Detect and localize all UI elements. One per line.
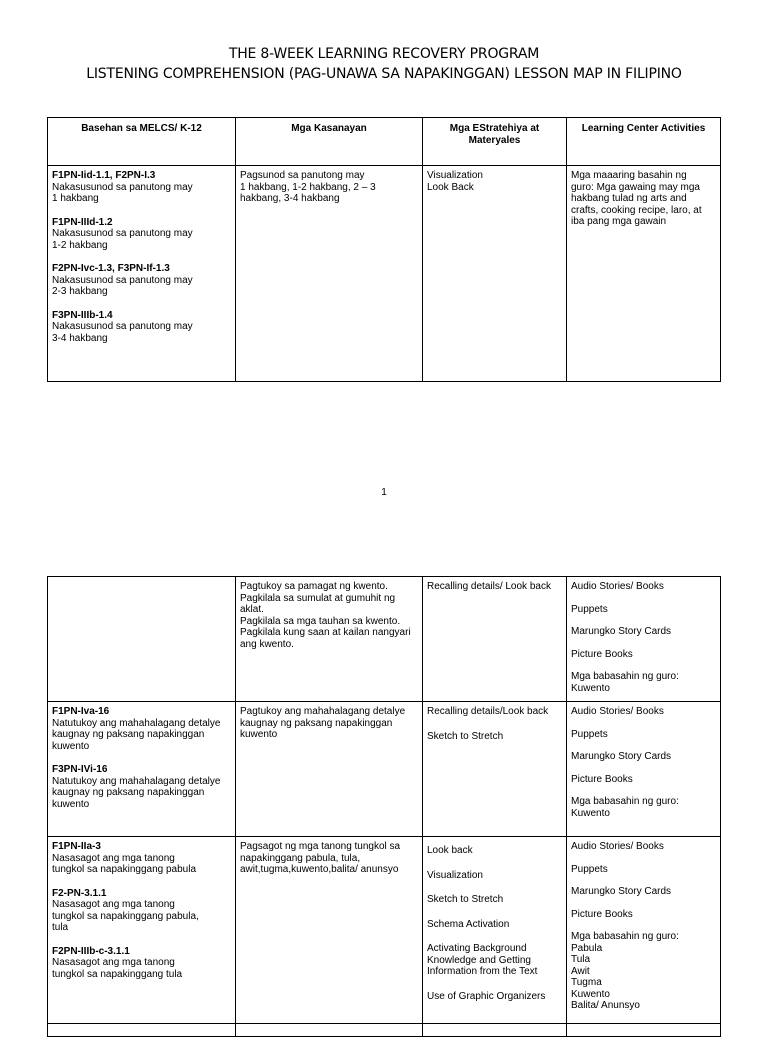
activity-item: Picture Books bbox=[571, 773, 633, 785]
activities-cell bbox=[567, 166, 721, 382]
melc-desc: Nasasagot ang mga tanong tungkol sa napakinggang pabula bbox=[52, 852, 197, 875]
activity-item: Audio Stories/ Books bbox=[571, 581, 664, 592]
strategy-item: Activating Background Knowledge and Getting Information from the Text bbox=[427, 943, 538, 977]
kasanayan-text: Pagtukoy sa pamagat ng kwento. Pagkilala sa sumulat at gumuhit ng aklat. Pagkilala sa mga tauhan sa kwento. Pagkilala kung saan at kailan nangyari ang kwento. bbox=[240, 581, 411, 650]
strategy-item: Sketch to Stretch bbox=[427, 894, 504, 905]
kasanayan-text: Pagtukoy ang mahahalagang detalye kaugnay ng paksang napakinggan kuwento bbox=[240, 706, 406, 740]
header-basehan: Basehan sa MELCS/ K-12 bbox=[48, 118, 236, 166]
melc-desc: Nakasusunod sa panutong may 1 hakbang bbox=[52, 181, 193, 204]
lesson-map-table-1 bbox=[47, 117, 721, 382]
activity-item: Mga babasahin ng guro: Kuwento bbox=[571, 671, 679, 694]
header-kasanayan: Mga Kasanayan bbox=[236, 118, 423, 166]
kasanayan-cell bbox=[236, 837, 423, 1037]
melc-entry bbox=[52, 946, 231, 981]
kasanayan-cell bbox=[236, 702, 423, 837]
table-row bbox=[48, 702, 721, 837]
activities-cell bbox=[567, 702, 721, 837]
melc-desc: Nakasusunod sa panutong may 2-3 hakbang bbox=[52, 274, 193, 297]
melc-code: F1PN-Iva-16 bbox=[52, 706, 110, 717]
header-activities: Learning Center Activities bbox=[567, 118, 721, 166]
melc-code: F2-PN-3.1.1 bbox=[52, 887, 107, 899]
activity-item: Picture Books bbox=[571, 648, 633, 660]
melc-code: F3PN-IVi-16 bbox=[52, 764, 108, 775]
kasanayan-cell bbox=[236, 577, 423, 702]
estratehiya-cell bbox=[423, 702, 567, 837]
strategy-item: Schema Activation bbox=[427, 918, 510, 930]
melc-code: F1PN-IIId-1.2 bbox=[52, 216, 113, 228]
melc-code: F2PN-Ivc-1.3, F3PN-If-1.3 bbox=[52, 263, 170, 274]
activities-cell bbox=[567, 577, 721, 702]
activity-item: Puppets bbox=[571, 603, 608, 615]
strategy-item: Recalling details/Look back bbox=[427, 706, 549, 717]
estratehiya-cell bbox=[423, 577, 567, 702]
melcs-cell bbox=[48, 702, 236, 837]
kasanayan-text: Pagsagot ng mga tanong tungkol sa napakinggang pabula, tula, awit,tugma,kuwento,balita/ anunsyo bbox=[240, 841, 401, 875]
table-row bbox=[48, 166, 721, 382]
estratehiya-text: Visualization Look Back bbox=[427, 170, 483, 193]
activity-item: Puppets bbox=[571, 863, 608, 875]
melc-desc: Nasasagot ang mga tanong tungkol sa napakinggang tula bbox=[52, 957, 183, 980]
table-row bbox=[48, 577, 721, 702]
melc-entry bbox=[52, 888, 231, 934]
melc-code: F1PN-IIa-3 bbox=[52, 841, 101, 852]
melc-code: F3PN-IIIb-1.4 bbox=[52, 309, 113, 321]
strategy-item: Sketch to Stretch bbox=[427, 730, 504, 742]
activity-item: Marungko Story Cards bbox=[571, 886, 672, 897]
activity-item: Mga babasahin ng guro: Kuwento bbox=[571, 796, 679, 819]
estratehiya-cell bbox=[423, 837, 567, 1037]
melc-desc: Nakasusunod sa panutong may 1-2 hakbang bbox=[52, 228, 193, 251]
activity-item: Puppets bbox=[571, 728, 608, 740]
header-estratehiya: Mga EStratehiya at Materyales bbox=[423, 118, 567, 166]
activity-item: Marungko Story Cards bbox=[571, 751, 672, 762]
estratehiya-cell bbox=[423, 166, 567, 382]
strategy-item: Use of Graphic Organizers bbox=[427, 990, 546, 1002]
melc-entry bbox=[52, 217, 231, 252]
melc-entry bbox=[52, 310, 231, 345]
melc-entry bbox=[52, 841, 231, 876]
strategy-item: Recalling details/ Look back bbox=[427, 581, 551, 592]
melc-entry bbox=[52, 706, 231, 752]
melc-code: F2PN-IIIb-c-3.1.1 bbox=[52, 945, 130, 957]
kasanayan-text: Pagsunod sa panutong may 1 hakbang, 1-2 hakbang, 2 – 3 hakbang, 3-4 hakbang bbox=[240, 170, 376, 204]
table-header-row bbox=[48, 118, 721, 166]
kasanayan-cell bbox=[236, 166, 423, 382]
melc-desc: Nasasagot ang mga tanong tungkol sa napakinggang pabula, tula bbox=[52, 899, 199, 933]
melc-desc: Nakasusunod sa panutong may 3-4 hakbang bbox=[52, 321, 193, 344]
strategy-item: Visualization bbox=[427, 869, 483, 881]
melc-entry bbox=[52, 170, 231, 205]
melcs-cell bbox=[48, 166, 236, 382]
lesson-map-table-2 bbox=[47, 576, 721, 1037]
activity-item: Picture Books bbox=[571, 908, 633, 920]
melcs-cell bbox=[48, 837, 236, 1037]
activities-cell bbox=[567, 837, 721, 1037]
activity-item: Audio Stories/ Books bbox=[571, 706, 664, 717]
melc-entry bbox=[52, 263, 231, 298]
strategy-item: Look back bbox=[427, 845, 473, 856]
document-title-line-1: THE 8-WEEK LEARNING RECOVERY PROGRAM bbox=[228, 46, 540, 62]
melc-entry bbox=[52, 764, 231, 810]
activity-item: Mga babasahin ng guro: Pabula Tula Awit Tugma Kuwento Balita/ Anunsyo bbox=[571, 931, 679, 1011]
melcs-cell bbox=[48, 577, 236, 702]
melc-code: F1PN-Iid-1.1, F2PN-I.3 bbox=[52, 170, 156, 181]
document-title-line-2: LISTENING COMPREHENSION (PAG-UNAWA SA NAPAKINGGAN) LESSON MAP IN FILIPINO bbox=[86, 66, 682, 82]
table-row bbox=[48, 837, 721, 1037]
activity-item: Marungko Story Cards bbox=[571, 626, 672, 637]
melc-desc: Natutukoy ang mahahalagang detalye kaugnay ng paksang napakinggan kuwento bbox=[52, 717, 221, 752]
page-number: 1 bbox=[381, 487, 387, 498]
activities-text: Mga maaaring basahin ng guro: Mga gawaing may mga hakbang tulad ng arts and crafts, cooking recipe, laro, at iba pang mga gawain bbox=[571, 170, 702, 227]
activity-item: Audio Stories/ Books bbox=[571, 841, 664, 852]
melc-desc: Natutukoy ang mahahalagang detalye kaugnay ng paksang napakinggan kuwento bbox=[52, 775, 221, 810]
